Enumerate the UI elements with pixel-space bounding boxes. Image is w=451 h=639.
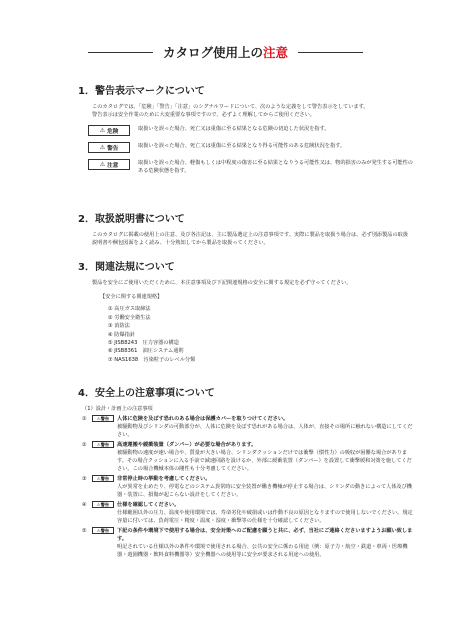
title-rule-left [88,52,153,53]
warning-triangle-icon: ⚠ [96,476,101,481]
warning-triangle-icon: ⚠ [96,502,101,507]
safety-item-head: 仕様を確認してください。 [117,502,180,508]
warning-triangle-icon: ⚠ [96,416,101,421]
safety-item-head: 下記の条件や環境下で使用する場合は、安全対策へのご配慮を願うと共に、必ず、当社にご連絡くださいますようお願い致します。 [117,528,413,542]
safety-item-text: 人が異常を止めたり、停電などのシステム異常時に安全装置が働き機械が停止する場合は、シリンダの動きによって人体及び機器・装置に、損傷が起こらない設計をしてください。 [117,484,412,498]
warning-triangle-icon: ⚠ [99,127,106,135]
section-4-subheading: （1）設計・計画上の注意事項 [82,406,153,412]
section-2-text: このカタログに掲載の使用上の注意、及び各注記は、主に製品選定上の注意事項です。実際に製品を取扱う場合は、必ず別添製品の取扱説明書や梱包図面をよく読み、十分熟知してから製品を取扱ってください。 [92,232,409,247]
warning-definition: 取扱いを誤った場合、死亡又は重傷に至る結果となり得る可能性のある危険状況を指す。 [138,143,346,150]
warning-badge: ⚠ 警告 [88,142,130,153]
warning-badge-small: ⚠ 警告 [92,415,114,422]
safety-item-head: 人体に危険を及ぼす恐れのある場合は保護カバーを取りつけてください。 [117,416,289,422]
warning-badge-small: ⚠ 警告 [92,441,114,448]
danger-badge: ⚠ 危険 [88,125,130,136]
list-item: ⑤ JISB8243 圧力容器の構造 [108,340,179,347]
page-title-row [88,44,363,60]
badge-row-danger [88,125,413,136]
warning-triangle-icon: ⚠ [96,442,101,447]
list-item: ⑦ NAS1638 汚染粒子のレベル分類 [108,356,196,363]
list-item: ③ 消防法 [108,323,130,330]
section-safety [78,384,413,559]
page-title [153,43,298,61]
section-1-intro2: 警告表示は安全作業のために大変重要な事項ですので、必ずよく理解してからご使用ください。 [92,112,315,119]
safety-item-text: 明記されている仕様以外の条件や環境で使用される場合、公共の安全に係わる用途（例：原子力・航空・鉄道・車両・医療機器・遊園機器・飲料食料機器等）安全機器への使用等に安全が要求される用途への使用。 [117,544,408,558]
section-3-text: 製品を安全にご使用いただくために、本注意事項及び下記関連規格の安全に関する規定を必ず守ってください。 [92,280,352,286]
warning-triangle-icon: ⚠ [96,528,101,533]
safety-item: ① ⚠ 警告 人体に危険を及ぼす恐れのある場合は保護カバーを取りつけてください。 被駆動物及びシリンダの可動部分が、人体に危険を及ぼす恐れがある場合は、人体が、直接その場所に触れない構造にしてください。 [82,415,413,438]
safety-item-head: 高速運搬や緩衝装置（ダンパー）が必要な場合があります。 [117,442,257,448]
section-1-heading: 1．警告表示マークについて [78,86,205,97]
safety-item: ④ ⚠ 警告 仕様を確認してください。 仕様範囲以外の圧力、温度や使用環境では、寿命劣化や破損或いは作動不良の原因となりますので使用しないでください。規定容量に付いては、負荷電圧・精度・温度・湿度・衝撃等の仕様を十分確認してください。 [82,501,413,524]
safety-item-text: 仕様範囲以外の圧力、温度や使用環境では、寿命劣化や破損或いは作動不良の原因となりますので使用しないでください。規定容量に付いては、負荷電圧・精度・温度・湿度・衝撃等の仕様を十分確認してください。 [117,510,413,524]
safety-item-head: 非常停止時の挙動を考慮してください。 [117,476,211,482]
list-item: ① 高圧ガス取締法 [108,306,151,313]
list-item: ⑥ JISB8361 油圧システム通則 [108,348,184,355]
list-item: ④ 防爆指針 [108,331,136,338]
page-title-main: カタログ使用上の [162,45,263,60]
regulations-list [108,305,413,364]
warning-badge-small: ⚠ 警告 [92,501,114,508]
section-4-heading: 4．安全上の注意事項について [78,388,215,399]
safety-item: ③ ⚠ 警告 非常停止時の挙動を考慮してください。 人が異常を止めたり、停電などのシステム異常時に安全装置が働き機械が停止する場合は、シリンダの動きによって人体及び機器・装置に、損傷が起こらない設計をしてください。 [82,475,412,498]
warning-badge-small: ⚠ 警告 [92,475,114,482]
safety-item: ② ⚠ 警告 高速運搬や緩衝装置（ダンパー）が必要な場合があります。 被駆動物の速度が速い場合や、質量が大きい場合、シリンダクッションだけでは衝撃（慣性力）の吸収が困難な場合があります。その場合クッションに入る手前で減速回路を設けるか、外部に緩衝装置（ダンパー）を設置して衝撃緩和対策を施してください。この場合機械本体の剛性も十分考慮してください。 [82,441,412,472]
title-rule-right [298,52,363,53]
safety-item: ⑤ ⚠ 警告 下記の条件や環境下で使用する場合は、安全対策へのご配慮を願うと共に、必ず、当社にご連絡くださいますようお願い致します。 明記されている仕様以外の条件や環境で使用される場合、公共の安全に係わる用途（例：原子力・航空・鉄道・車両・医療機器・遊園機器・飲料食料機器等）安全機器への使用等に安全が要求される用途への使用。 [82,527,413,558]
page-title-accent: 注意 [263,45,289,60]
section-warning-marks [78,82,413,176]
warning-triangle-icon: ⚠ [99,161,106,169]
section-2-heading: 2．取扱説明書について [78,214,185,225]
section-3-heading: 3．関連法規について [78,262,175,273]
warning-badge-small: ⚠ 警告 [92,527,114,534]
danger-definition: 取扱いを誤った場合、死亡又は重傷に至る結果となる危険の切迫した状況を指す。 [138,126,330,133]
badge-row-caution [88,159,413,175]
badge-row-warning [88,142,413,153]
section-regulations [78,258,413,364]
section-manual [78,210,413,247]
caution-badge: ⚠ 注意 [88,159,130,170]
safety-item-text: 被駆動物の速度が速い場合や、質量が大きい場合、シリンダクッションだけでは衝撃（慣性力）の吸収が困難な場合があります。その場合クッションに入る手前で減速回路を設けるか、外部に緩衝装置（ダンパー）を設置して衝撃緩和対策を施してください。この場合機械本体の剛性も十分考慮してください。 [117,450,412,472]
section-1-intro: このカタログでは、「危険」「警告」「注意」のシグナルワードについて、次のような定義をして警告表示をしています。 [92,104,369,110]
regulations-list-title: 【安全に関する関連規格】 [100,294,163,301]
warning-triangle-icon: ⚠ [99,144,106,152]
list-item: ② 労働安全衛生法 [108,314,151,321]
safety-item-text: 被駆動物及びシリンダの可動部分が、人体に危険を及ぼす恐れがある場合は、人体が、直接その場所に触れない構造にしてください。 [117,424,413,438]
caution-definition: 取扱いを誤った場合、軽傷もしくは中程度の傷害に至る結果となりうる可能性又は、物的損害のみが発生する可能性のある危険状態を指す。 [138,160,413,174]
